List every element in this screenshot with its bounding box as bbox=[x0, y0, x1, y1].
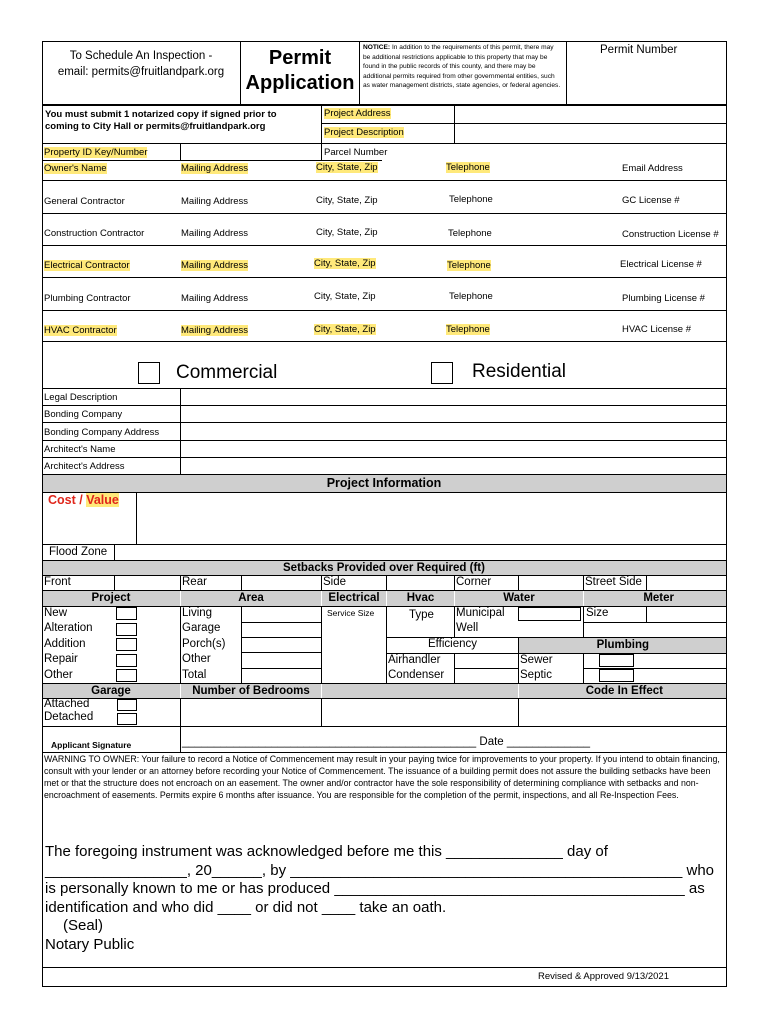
flood-zone-label: Flood Zone bbox=[49, 546, 108, 558]
area-porch-label: Porch(s) bbox=[182, 638, 226, 650]
area-garage-label: Garage bbox=[182, 622, 221, 634]
hvac-heading: Hvac bbox=[387, 591, 454, 606]
code-in-effect-heading: Code In Effect bbox=[519, 684, 726, 698]
project-information-heading: Project Information bbox=[42, 475, 726, 492]
project-address-label: Project Address bbox=[324, 108, 391, 119]
project-other-label: Other bbox=[44, 669, 73, 681]
electrical-city-label: City, State, Zip bbox=[314, 258, 376, 269]
gc-mailing-label: Mailing Address bbox=[181, 196, 249, 207]
bonding-company-label: Bonding Company bbox=[44, 409, 123, 420]
meter-size-label: Size bbox=[586, 607, 609, 619]
garage-attached-label: Attached bbox=[44, 698, 90, 710]
area-living-label: Living bbox=[182, 607, 213, 619]
side-label: Side bbox=[323, 576, 347, 588]
corner-label: Corner bbox=[456, 576, 492, 588]
owner-telephone-label: Telephone bbox=[446, 162, 490, 173]
bonding-company-address-field[interactable] bbox=[181, 423, 725, 439]
applicant-signature-label: Applicant Signature bbox=[51, 740, 132, 750]
efficiency-label: Efficiency bbox=[427, 638, 477, 650]
project-other-checkbox[interactable] bbox=[116, 669, 137, 682]
garage-detached-checkbox[interactable] bbox=[117, 713, 137, 725]
project-description-label: Project Description bbox=[324, 127, 404, 138]
bonding-company-field[interactable] bbox=[181, 406, 725, 422]
warning-to-owner-text: WARNING TO OWNER: Your failure to record a Notice of Commencement may result in your paying twice for improvements to your property. If you intend to obtain financing, consult with your lender or an attorney before recording your Notice of Commencement. The issuance of a building permit does not assure the building setbacks have been met or that the structure does not encroach on an easement. The owner and/or contractor have the sole responsibility of determining compliance with setbacks and non-encroachment of easements. Permits expire 6 months after issuance. You are responsible for the completion of the permit, inspections, and all Re-Inspection Fees. bbox=[44, 754, 720, 800]
gc-license-label: GC License # bbox=[622, 195, 680, 206]
setbacks-heading: Setbacks Provided over Required (ft) bbox=[42, 561, 726, 575]
owner-email-label: Email Address bbox=[622, 163, 683, 174]
parcel-number-label: Parcel Number bbox=[324, 147, 388, 158]
area-total-label: Total bbox=[182, 669, 207, 681]
hvac-city-label: City, State, Zip bbox=[314, 324, 376, 335]
sewer-checkbox[interactable] bbox=[599, 654, 634, 667]
construction-telephone-label: Telephone bbox=[448, 228, 492, 239]
bonding-company-address-label: Bonding Company Address bbox=[44, 427, 160, 438]
bedrooms-field[interactable] bbox=[181, 699, 321, 725]
electrical-heading: Electrical bbox=[322, 591, 386, 606]
project-description-field[interactable] bbox=[455, 124, 725, 142]
plumbing-heading: Plumbing bbox=[518, 638, 726, 653]
service-size-label: Service Size bbox=[327, 608, 375, 618]
architect-name-field[interactable] bbox=[181, 441, 725, 457]
commercial-checkbox[interactable] bbox=[138, 362, 160, 384]
architect-address-label: Architect's Address bbox=[44, 461, 125, 472]
construction-mailing-label: Mailing Address bbox=[181, 228, 249, 239]
architect-name-label: Architect's Name bbox=[44, 444, 116, 455]
hvac-contractor-label: HVAC Contractor bbox=[44, 325, 117, 336]
notary-block: The foregoing instrument was acknowledged before me this ______________ day of _________________, 20______, by _______________________________________________ who is personally known to me or has produced __________________________________________ as identification and who did ____ or did not ____ take an oath. (Seal) Notary Public bbox=[45, 843, 715, 953]
electrical-contractor-label: Electrical Contractor bbox=[44, 260, 130, 271]
project-new-checkbox[interactable] bbox=[116, 607, 137, 620]
legal-description-label: Legal Description bbox=[44, 392, 118, 403]
gc-label: General Contractor bbox=[44, 196, 125, 207]
garage-detached-label: Detached bbox=[44, 711, 94, 723]
submit-instruction: You must submit 1 notarized copy if signed prior to coming to City Hall or permits@fruitlandpark.org bbox=[45, 109, 277, 132]
street-side-label: Street Side bbox=[585, 576, 642, 588]
hvac-mailing-label: Mailing Address bbox=[181, 325, 249, 336]
residential-label: Residential bbox=[472, 361, 566, 382]
cost-value-label: Cost / Value bbox=[48, 493, 119, 507]
plumbing-city-label: City, State, Zip bbox=[314, 291, 376, 302]
gc-telephone-label: Telephone bbox=[449, 194, 493, 205]
signature-date-line[interactable]: ______________________________________________ Date _____________ bbox=[182, 736, 591, 748]
property-id-label: Property ID Key/Number bbox=[44, 147, 148, 158]
area-other-label: Other bbox=[182, 653, 211, 665]
project-alteration-checkbox[interactable] bbox=[116, 623, 137, 636]
project-heading: Project bbox=[42, 591, 180, 606]
municipal-field[interactable] bbox=[518, 607, 581, 621]
water-municipal-label: Municipal bbox=[456, 607, 505, 619]
septic-label: Septic bbox=[520, 669, 552, 681]
notice-text: NOTICE: In addition to the requirements of this permit, there may be additional restrictions applicable to this property that may be found in the public records of this county, and there may be additional permits required from other governmental entities, such as water management districts, state agencies, or federal agencies. bbox=[363, 44, 561, 90]
construction-license-label: Construction License # bbox=[622, 229, 719, 240]
project-address-field[interactable] bbox=[455, 105, 725, 122]
water-heading: Water bbox=[455, 591, 583, 606]
sewer-label: Sewer bbox=[520, 654, 553, 666]
project-repair-label: Repair bbox=[44, 653, 78, 665]
permit-number-label: Permit Number bbox=[600, 44, 678, 56]
owner-name-label: Owner's Name bbox=[44, 163, 107, 174]
rear-label: Rear bbox=[182, 576, 207, 588]
construction-city-label: City, State, Zip bbox=[316, 227, 378, 238]
electrical-license-label: Electrical License # bbox=[620, 259, 702, 270]
construction-contractor-label: Construction Contractor bbox=[44, 228, 145, 239]
airhandler-label: Airhandler bbox=[388, 654, 441, 666]
plumbing-contractor-label: Plumbing Contractor bbox=[44, 293, 131, 304]
commercial-label: Commercial bbox=[176, 362, 278, 383]
area-heading: Area bbox=[181, 591, 321, 606]
residential-checkbox[interactable] bbox=[431, 362, 453, 384]
owner-mailing-label: Mailing Address bbox=[181, 163, 249, 174]
septic-checkbox[interactable] bbox=[599, 669, 634, 682]
project-addition-label: Addition bbox=[44, 638, 86, 650]
owner-city-label: City, State, Zip bbox=[316, 162, 378, 173]
flood-zone-field[interactable] bbox=[115, 545, 725, 559]
revised-date: Revised & Approved 9/13/2021 bbox=[538, 971, 669, 982]
cost-value-field[interactable] bbox=[137, 493, 725, 543]
hvac-telephone-label: Telephone bbox=[446, 324, 490, 335]
legal-description-field[interactable] bbox=[181, 389, 725, 405]
project-alteration-label: Alteration bbox=[44, 622, 93, 634]
electrical-telephone-label: Telephone bbox=[447, 260, 491, 271]
project-repair-checkbox[interactable] bbox=[116, 654, 137, 667]
front-label: Front bbox=[44, 576, 71, 588]
gc-city-label: City, State, Zip bbox=[316, 195, 378, 206]
architect-address-field[interactable] bbox=[181, 458, 725, 474]
hvac-type-label: Type bbox=[409, 609, 434, 621]
meter-heading: Meter bbox=[584, 591, 726, 606]
code-in-effect-field[interactable] bbox=[519, 699, 725, 725]
bedrooms-heading: Number of Bedrooms bbox=[181, 684, 321, 698]
plumbing-license-label: Plumbing License # bbox=[622, 293, 705, 304]
condenser-label: Condenser bbox=[388, 669, 445, 681]
garage-heading: Garage bbox=[42, 684, 180, 698]
water-well-label: Well bbox=[456, 622, 479, 634]
project-addition-checkbox[interactable] bbox=[116, 638, 137, 651]
garage-attached-checkbox[interactable] bbox=[117, 699, 137, 711]
page-title: Permit Application bbox=[245, 47, 355, 94]
plumbing-mailing-label: Mailing Address bbox=[181, 293, 249, 304]
schedule-inspection-text: To Schedule An Inspection - email: permits@fruitlandpark.org bbox=[57, 50, 225, 78]
project-new-label: New bbox=[44, 607, 68, 619]
hvac-license-label: HVAC License # bbox=[622, 324, 691, 335]
plumbing-telephone-label: Telephone bbox=[449, 291, 493, 302]
electrical-mailing-label: Mailing Address bbox=[181, 260, 249, 271]
